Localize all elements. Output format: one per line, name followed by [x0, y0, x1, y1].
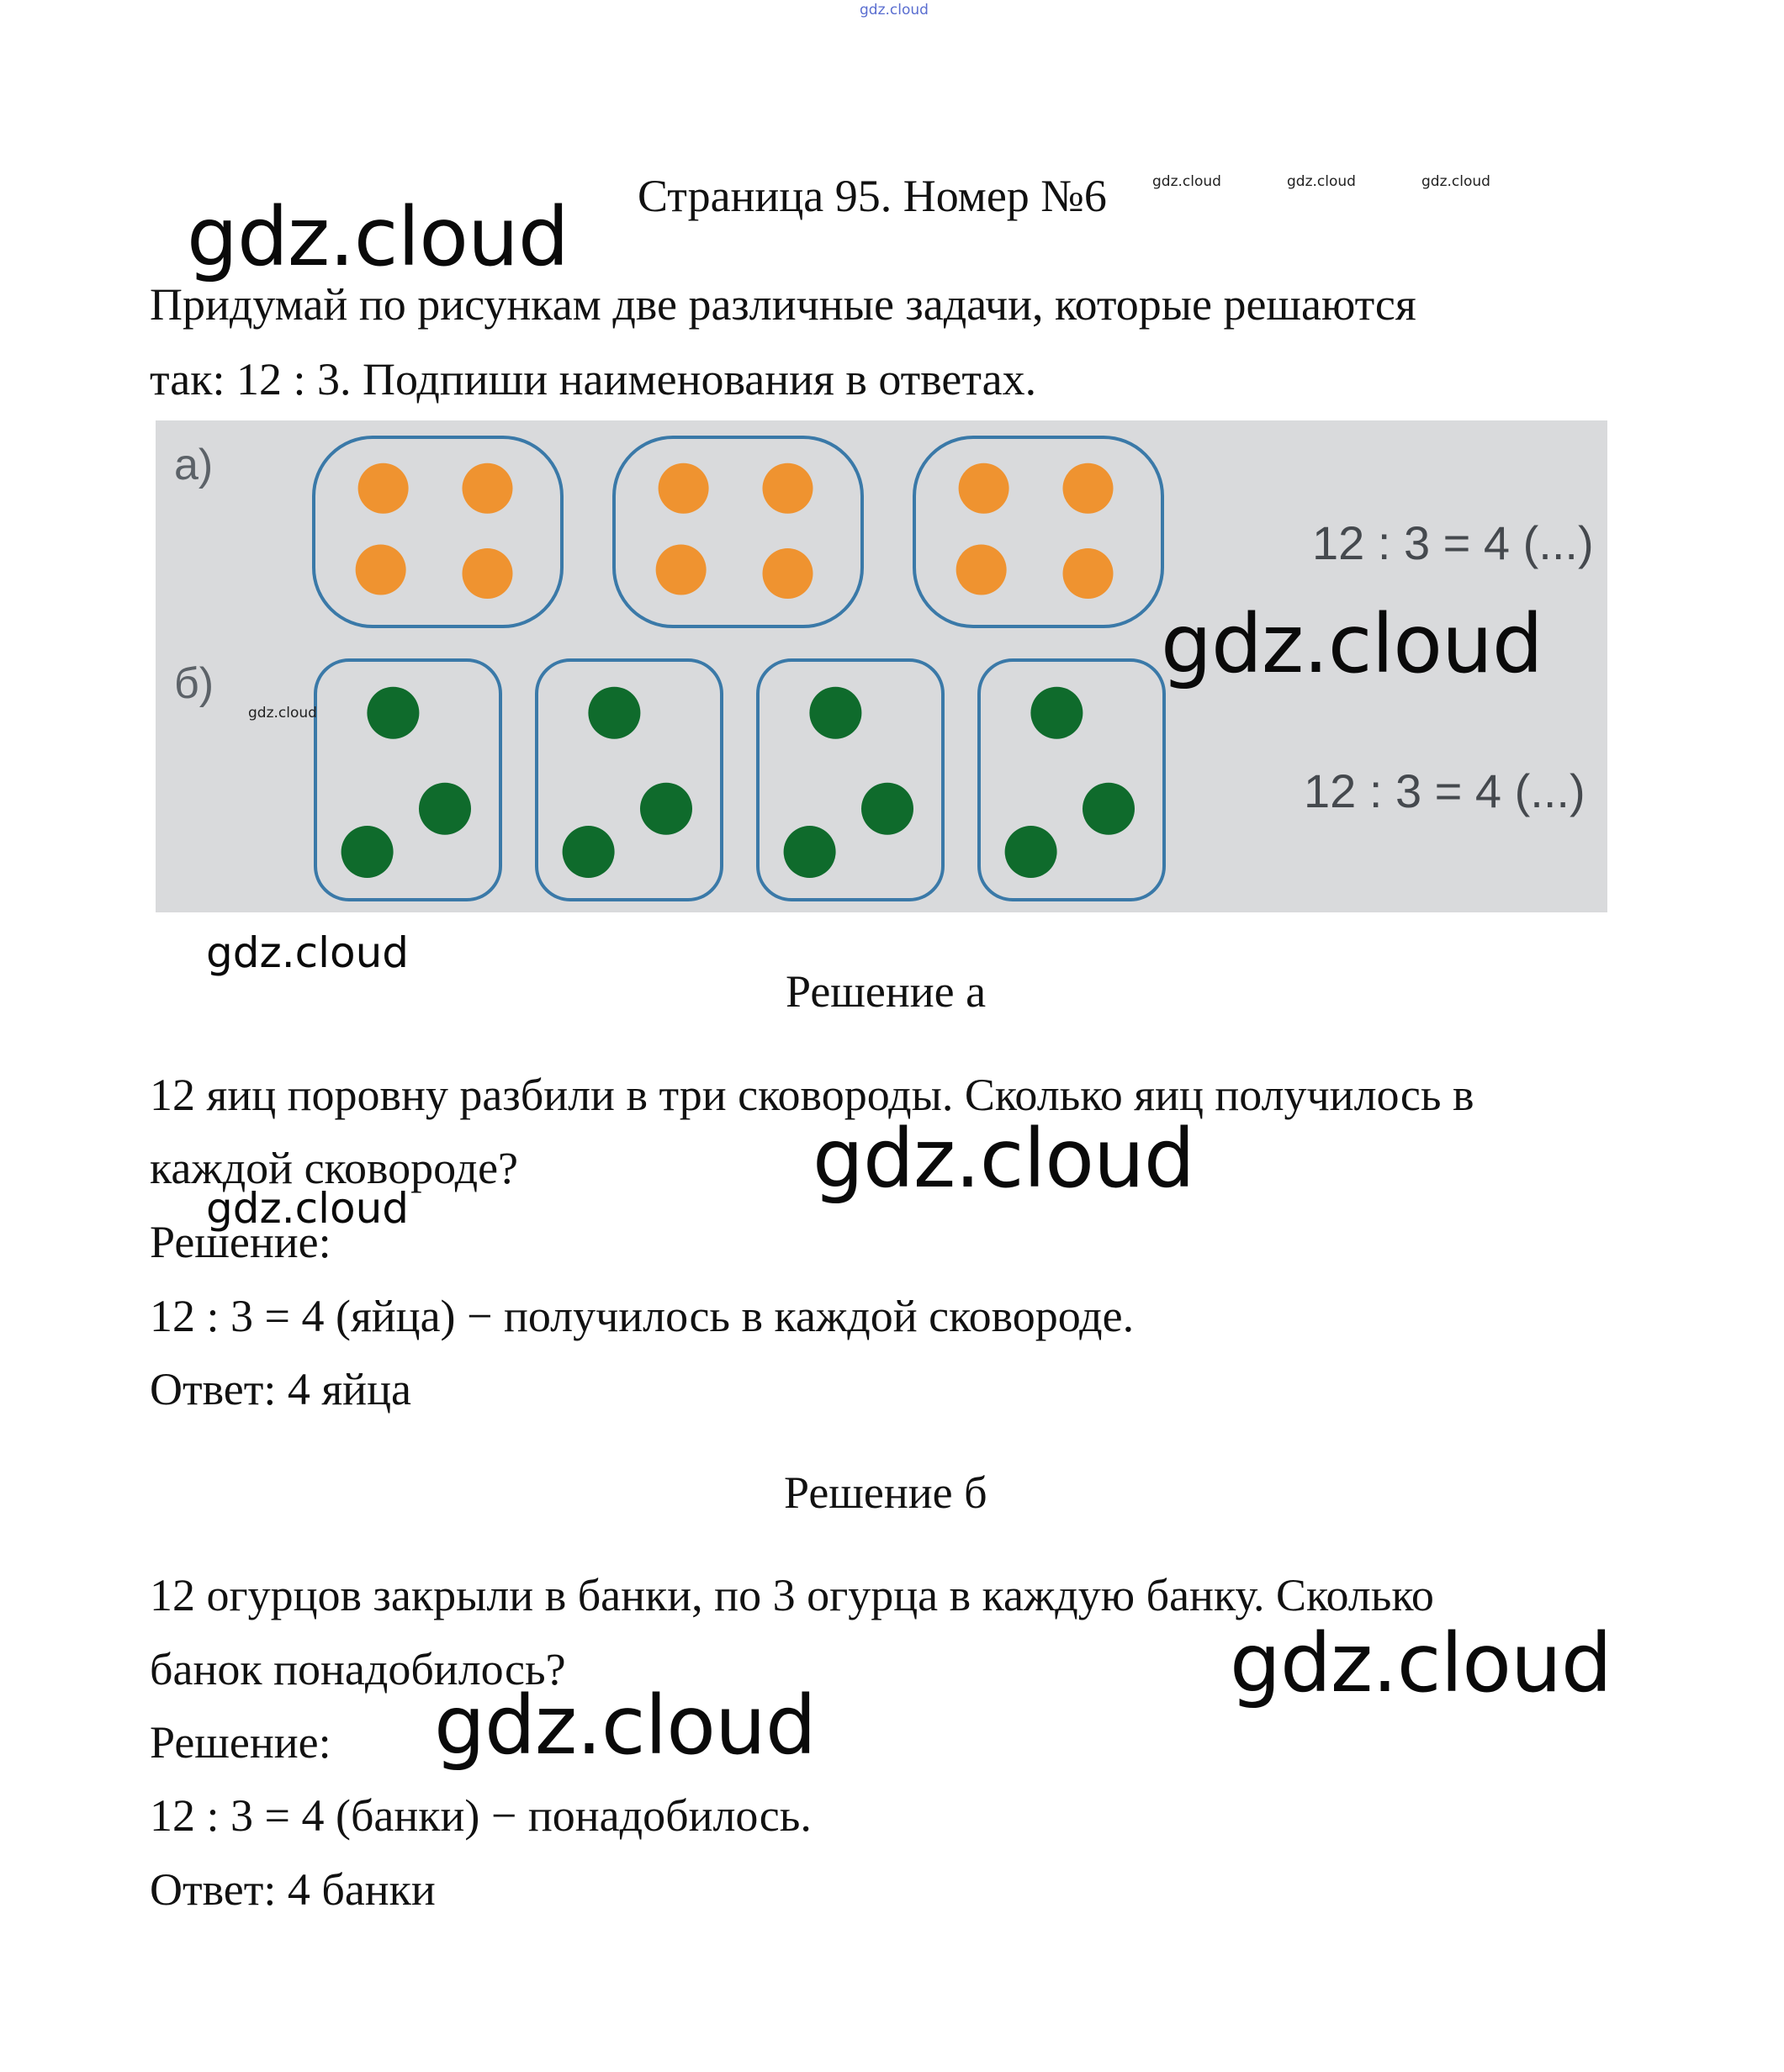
orange-dot: [956, 545, 1007, 595]
orange-dot: [763, 548, 813, 599]
green-dot: [809, 687, 861, 739]
equation-a: 12 : 3 = 4 (...): [1312, 516, 1594, 569]
green-dot: [563, 826, 615, 878]
solution-b-label: Решение:: [150, 1717, 331, 1768]
solution-b-calc: 12 : 3 = 4 (банки) − понадобилось.: [150, 1790, 812, 1841]
group-a-box: [614, 437, 862, 626]
orange-dot: [463, 548, 513, 599]
solution-b-heading: Решение б: [784, 1467, 987, 1518]
equation-b: 12 : 3 = 4 (...): [1304, 764, 1585, 817]
orange-dot: [356, 545, 406, 595]
watermark-header-2: gdz.cloud: [1287, 173, 1356, 190]
task-line-1: Придумай по рисункам две различные задачи, которые решаются: [150, 279, 1416, 330]
page-title: Страница 95. Номер №6: [638, 171, 1107, 221]
group-a-box: [314, 437, 562, 626]
groups-a: [314, 437, 1162, 626]
green-dot: [784, 826, 836, 878]
solution-a-problem-2: каждой сковороде?: [150, 1143, 519, 1193]
orange-dot: [656, 545, 707, 595]
solution-b-answer: Ответ: 4 банки: [150, 1864, 436, 1915]
watermark-big-3: gdz.cloud: [1230, 1616, 1612, 1710]
watermark-header-3: gdz.cloud: [1421, 173, 1490, 190]
figure-label-a: а): [174, 441, 214, 489]
solution-a-heading: Решение а: [786, 966, 987, 1017]
task-line-2: так: 12 : 3. Подпиши наименования в ответах.: [150, 354, 1037, 404]
green-dot: [861, 783, 913, 835]
green-dot: [588, 687, 640, 739]
green-dot: [1005, 826, 1057, 878]
watermark-big-4: gdz.cloud: [434, 1678, 816, 1773]
orange-dot: [463, 463, 513, 514]
solution-a-problem-1: 12 яиц поровну разбили в три сковороды. Сколько яиц получилось в: [150, 1070, 1474, 1120]
orange-dot: [358, 463, 409, 514]
groups-b: [315, 660, 1164, 900]
watermark-big-1: gdz.cloud: [187, 190, 569, 284]
orange-dot: [1063, 463, 1114, 514]
solution-b-problem-2: банок понадобилось?: [150, 1644, 566, 1694]
watermark-header-1: gdz.cloud: [1152, 173, 1221, 190]
watermark-big-2: gdz.cloud: [813, 1112, 1194, 1206]
watermark-mid-1: gdz.cloud: [206, 928, 410, 977]
orange-dot: [1063, 548, 1114, 599]
watermark-figure-small: gdz.cloud: [248, 705, 317, 722]
green-dot: [419, 783, 471, 835]
orange-dot: [763, 463, 813, 514]
green-dot: [640, 783, 692, 835]
watermark-figure-big: gdz.cloud: [1161, 597, 1543, 691]
solution-a-label: Решение:: [150, 1217, 331, 1267]
green-dot: [1030, 687, 1083, 739]
green-dot: [367, 687, 419, 739]
solution-b-problem-1: 12 огурцов закрыли в банки, по 3 огурца в каждую банку. Сколько: [150, 1570, 1434, 1620]
green-dot: [341, 826, 394, 878]
orange-dot: [659, 463, 709, 514]
figure-label-b: б): [174, 659, 214, 708]
orange-dot: [959, 463, 1009, 514]
group-a-box: [914, 437, 1162, 626]
watermark-mid-2: gdz.cloud: [206, 1184, 410, 1233]
solution-a-answer: Ответ: 4 яйца: [150, 1364, 411, 1414]
solution-a-calc: 12 : 3 = 4 (яйца) − получилось в каждой сковороде.: [150, 1291, 1135, 1341]
watermark-top: gdz.cloud: [860, 2, 929, 18]
green-dot: [1083, 783, 1135, 835]
